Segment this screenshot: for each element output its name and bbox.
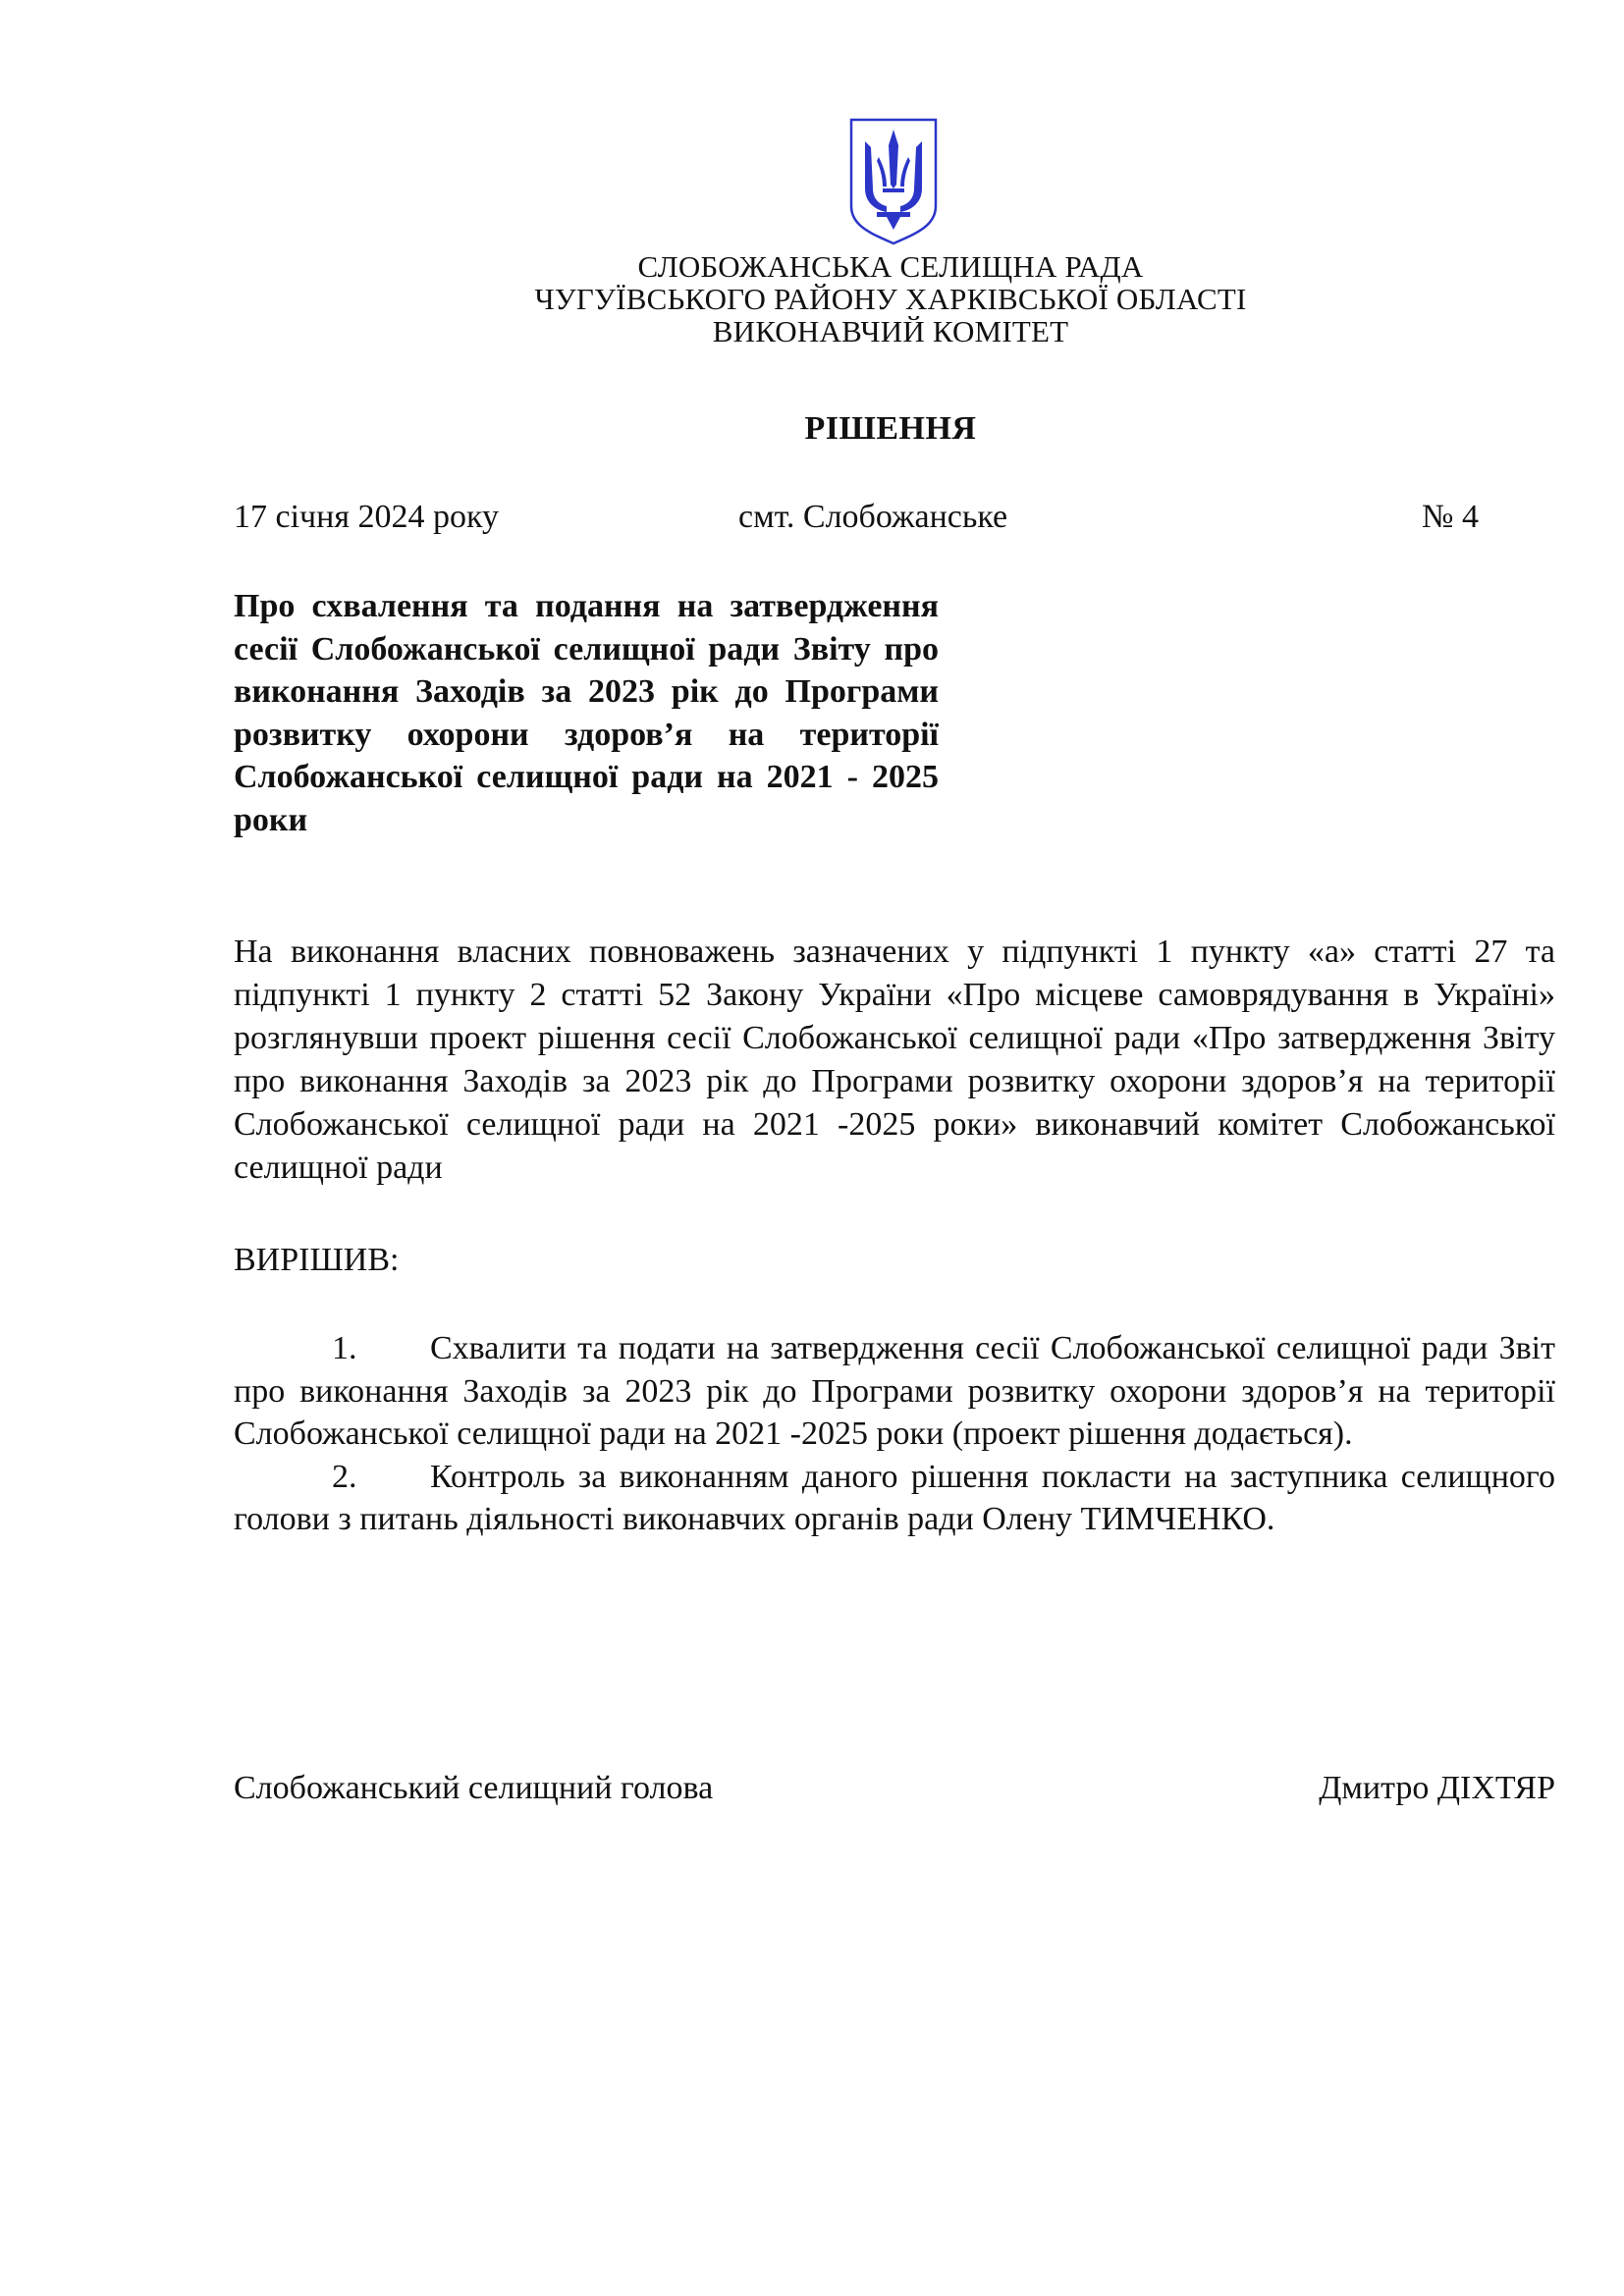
decision-items bbox=[234, 1327, 1555, 1541]
preamble-paragraph: На виконання власних повноважень зазначених у підпункті 1 пункту «а» статті 27 та підпункті 1 пункту 2 статті 52 Закону України «Про місцеве самоврядування в Україні» розглянувши проект рішення сесії Слобожанської селищної ради «Про затвердження Звіту про виконання Заходів за 2023 рік до Програми розвитку охорони здоров’я на території Слобожанської селищної ради на 2021 -2025 роки» виконавчий комітет Слобожанської селищної ради bbox=[234, 934, 1555, 1186]
issuer-header bbox=[0, 250, 1624, 347]
document-number: № 4 bbox=[1422, 499, 1479, 535]
item-number: 1. bbox=[332, 1330, 357, 1366]
document-meta bbox=[234, 499, 1479, 542]
document-place: смт. Слобожанське bbox=[738, 499, 1008, 535]
item-text: Контроль за виконанням даного рішення покласти на заступника селищного голови з питань діяльності виконавчих органів ради Олену ТИМЧЕНКО. bbox=[234, 1458, 1555, 1537]
decision-subject: Про схвалення та подання на затвердження сесії Слобожанської селищної ради Звіту про виконання Заходів за 2023 рік до Програми розвитку охорони здоров’я на території Слобожанської селищної ради на 2021 - 2025 роки bbox=[234, 588, 939, 838]
decided-label: ВИРІШИВ: bbox=[234, 1242, 400, 1278]
trident-coat-of-arms-icon bbox=[847, 116, 940, 246]
document-title: РІШЕННЯ bbox=[804, 410, 977, 447]
signatory-name: Дмитро ДІХТЯР bbox=[1319, 1770, 1555, 1806]
item-text: Схвалити та подати на затвердження сесії Слобожанської селищної ради Звіт про виконання Заходів за 2023 рік до Програми розвитку охорони здоров’я на території Слобожанської селищної ради на 2021 -2025 роки (проект рішення додається). bbox=[234, 1330, 1555, 1452]
item-number: 2. bbox=[332, 1458, 357, 1495]
document-date: 17 січня 2024 року bbox=[234, 499, 500, 535]
header-line-committee: ВИКОНАВЧИЙ КОМІТЕТ bbox=[712, 314, 1069, 348]
header-line-council: СЛОБОЖАНСЬКА СЕЛИЩНА РАДА bbox=[637, 249, 1144, 284]
signatory-position: Слобожанський селищний голова bbox=[234, 1770, 714, 1806]
header-line-district: ЧУГУЇВСЬКОГО РАЙОНУ ХАРКІВСЬКОЇ ОБЛАСТІ bbox=[534, 282, 1247, 316]
signature-block bbox=[234, 1770, 1555, 1813]
decision-item bbox=[234, 1456, 1555, 1541]
decision-item bbox=[234, 1327, 1555, 1456]
